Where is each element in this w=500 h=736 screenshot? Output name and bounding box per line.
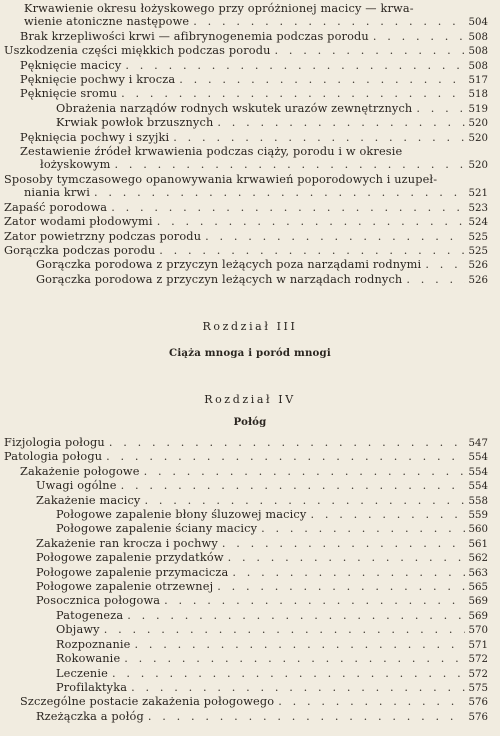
dot-leader xyxy=(112,667,465,680)
toc-entry xyxy=(0,131,500,145)
dot-leader xyxy=(157,215,465,228)
toc-entry xyxy=(0,623,500,637)
toc-entry xyxy=(0,681,500,695)
toc-entry-title: Połogowe zapalenie błony śluzowej macicy xyxy=(56,508,307,522)
toc-entry-title: Posocznica połogowa xyxy=(36,594,161,608)
toc-entry xyxy=(0,215,500,229)
toc-entry xyxy=(0,116,500,130)
dot-leader xyxy=(278,695,464,708)
toc-section-childbirth-complications xyxy=(0,2,500,287)
dot-leader xyxy=(127,609,464,622)
toc-entry-title: Połogowe zapalenie przymacicza xyxy=(36,565,229,579)
toc-entry xyxy=(0,436,500,450)
dot-leader xyxy=(425,258,464,271)
chapter-title-4: Połóg xyxy=(233,416,267,428)
toc-entry xyxy=(0,450,500,464)
dot-leader xyxy=(217,116,464,129)
toc-entry xyxy=(0,566,500,580)
page-number: 508 xyxy=(468,31,488,43)
toc-entry xyxy=(0,479,500,493)
dot-leader xyxy=(134,638,464,651)
toc-entry-title: Połogowe zapalenie otrzewnej xyxy=(36,580,214,594)
dot-leader xyxy=(232,566,464,579)
toc-entry xyxy=(0,580,500,594)
toc-entry-title: Krwiak powłok brzusznych xyxy=(56,116,214,130)
dot-leader xyxy=(148,710,465,723)
toc-entry-title: Gorączka podczas porodu xyxy=(4,243,156,257)
toc-entry xyxy=(0,522,500,536)
toc-entry-title: Obrażenia narządów rodnych wskutek urazów zewnętrznych xyxy=(56,101,413,115)
dot-leader xyxy=(222,537,465,550)
page-number: 560 xyxy=(468,524,488,536)
toc-entry-title: Rokowanie xyxy=(56,652,121,666)
dot-leader xyxy=(275,44,465,57)
dot-leader xyxy=(193,15,464,28)
dot-leader xyxy=(144,494,464,507)
toc-entry-title: Patogeneza xyxy=(56,608,124,622)
page-number: 562 xyxy=(468,553,488,565)
dot-leader xyxy=(94,186,465,199)
dot-leader xyxy=(104,623,465,636)
toc-entry-title: Rzeżączka a połóg xyxy=(36,709,144,723)
toc-entry xyxy=(0,594,500,608)
page-number: 520 xyxy=(468,160,488,172)
page-number: 508 xyxy=(468,46,488,58)
toc-entry-title-start: Krwawienie okresu łożyskowego przy opróżnionej macicy — krwa- xyxy=(24,2,414,15)
dot-leader xyxy=(373,30,465,43)
toc-entry-title: Profilaktyka xyxy=(56,680,128,694)
toc-entry-title: Patologia połogu xyxy=(4,450,103,464)
page-number: 525 xyxy=(468,245,488,257)
toc-entry xyxy=(0,73,500,87)
page-number: 523 xyxy=(468,202,488,214)
dot-leader xyxy=(261,522,464,535)
toc-entry-title: Połogowe zapalenie przydatków xyxy=(36,551,224,565)
dot-leader xyxy=(416,102,464,115)
page-number: 558 xyxy=(468,495,488,507)
dot-leader xyxy=(121,479,465,492)
dot-leader xyxy=(144,465,465,478)
toc-entry-title: wienie atoniczne następowe xyxy=(24,15,190,29)
toc-entry xyxy=(0,201,500,215)
toc-entry-title: Uwagi ogólne xyxy=(36,479,117,493)
page-number: 565 xyxy=(468,582,488,594)
dot-leader xyxy=(159,244,464,257)
toc-entry xyxy=(0,667,500,681)
page-number: 520 xyxy=(468,118,488,130)
page-number: 575 xyxy=(468,682,488,694)
toc-entry-title: Objawy xyxy=(56,623,100,637)
dot-leader xyxy=(164,594,464,607)
toc-entry-title: Gorączka porodowa z przyczyn leżących w narządach rodnych xyxy=(36,272,403,286)
toc-entry-title: Zakażenie macicy xyxy=(36,493,141,507)
toc-entry-title: Gorączka porodowa z przyczyn leżących poza narządami rodnymi xyxy=(36,258,422,272)
dot-leader xyxy=(205,230,464,243)
toc-entry xyxy=(0,244,500,258)
chapter-heading-4: Rozdział IV xyxy=(204,393,296,406)
toc-entry-title: Uszkodzenia części miękkich podczas porodu xyxy=(4,44,271,58)
dot-leader xyxy=(131,681,464,694)
page-number: 576 xyxy=(468,697,488,709)
page-number: 576 xyxy=(468,711,488,723)
toc-entry-title: Pęknięcia pochwy i szyjki xyxy=(20,130,170,144)
toc-entry xyxy=(0,87,500,101)
page-number: 508 xyxy=(468,60,488,72)
page-number: 570 xyxy=(468,625,488,637)
dot-leader xyxy=(228,551,465,564)
dot-leader xyxy=(179,73,464,86)
toc-entry-title: Pęknięcie macicy xyxy=(20,58,122,72)
toc-entry-title: Zapaść porodowa xyxy=(4,200,108,214)
toc-entry-title: Pęknięcie sromu xyxy=(20,87,118,101)
page-number: 547 xyxy=(468,438,488,449)
toc-entry-title: Zator wodami płodowymi xyxy=(4,215,153,229)
dot-leader xyxy=(125,59,464,72)
page-number: 554 xyxy=(468,481,488,493)
toc-entry-title-start: Zestawienie źródeł krwawienia podczas ciąży, porodu i w okresie xyxy=(20,145,403,159)
toc-entry xyxy=(0,145,500,173)
page-number: 518 xyxy=(468,89,488,101)
toc-entry xyxy=(0,44,500,58)
dot-leader xyxy=(121,87,464,100)
toc-entry-title: Brak krzepliwości krwi — afibrynogenemia podczas porodu xyxy=(20,29,369,43)
toc-entry xyxy=(0,273,500,287)
toc-entry-title: Leczenie xyxy=(56,666,108,680)
page-number: 526 xyxy=(468,260,488,272)
page-number: 569 xyxy=(468,610,488,622)
dot-leader xyxy=(106,450,464,463)
toc-entry-title: łożyskowym xyxy=(40,158,111,172)
toc-entry xyxy=(0,609,500,623)
toc-section-puerperium xyxy=(0,436,500,724)
page-number: 554 xyxy=(468,466,488,478)
toc-entry xyxy=(0,537,500,551)
dot-leader xyxy=(310,508,464,521)
toc-entry xyxy=(0,258,500,272)
toc-entry-title: Pęknięcie pochwy i krocza xyxy=(20,73,176,87)
chapter-heading-3: Rozdział III xyxy=(202,320,298,333)
toc-entry xyxy=(0,230,500,244)
toc-entry xyxy=(0,2,500,30)
toc-entry xyxy=(0,551,500,565)
toc-entry xyxy=(0,465,500,479)
toc-entry xyxy=(0,59,500,73)
page-number: 561 xyxy=(468,538,488,550)
toc-entry xyxy=(0,652,500,666)
dot-leader xyxy=(173,131,464,144)
toc-entry xyxy=(0,710,500,724)
dot-leader xyxy=(406,273,464,286)
toc-entry xyxy=(0,494,500,508)
toc-entry-title: Zakażenie połogowe xyxy=(20,464,140,478)
page-number: 524 xyxy=(468,217,488,229)
dot-leader xyxy=(109,436,465,449)
page-number: 554 xyxy=(468,452,488,464)
toc-entry-title: Połogowe zapalenie ściany macicy xyxy=(56,522,258,536)
page-number: 521 xyxy=(468,188,488,200)
page-number: 504 xyxy=(468,17,488,29)
page-number: 571 xyxy=(468,639,488,651)
chapter-title-3: Ciąża mnoga i poród mnogi xyxy=(169,347,331,359)
dot-leader xyxy=(124,652,464,665)
page-number: 569 xyxy=(468,596,488,608)
toc-entry-title-start: Sposoby tymczasowego opanowywania krwawień poporodowych i uzupeł- xyxy=(4,172,438,186)
toc-entry-title: Zator powietrzny podczas porodu xyxy=(4,229,202,243)
dot-leader xyxy=(115,158,465,171)
page-number: 519 xyxy=(468,103,488,115)
dot-leader xyxy=(217,580,464,593)
page-number: 520 xyxy=(468,132,488,144)
toc-entry xyxy=(0,173,500,201)
toc-entry-title: Zakażenie ran krocza i pochwy xyxy=(36,536,218,550)
toc-entry-title: Rozpoznanie xyxy=(56,637,131,651)
toc-entry xyxy=(0,695,500,709)
dot-leader xyxy=(111,201,464,214)
toc-entry xyxy=(0,30,500,44)
toc-entry-title: niania krwi xyxy=(24,186,91,200)
toc-entry-title: Fizjologia połogu xyxy=(4,436,105,449)
toc-entry xyxy=(0,508,500,522)
page-number: 559 xyxy=(468,510,488,522)
page-number: 563 xyxy=(468,567,488,579)
toc-entry xyxy=(0,638,500,652)
toc-entry xyxy=(0,102,500,116)
page-number: 517 xyxy=(468,75,488,87)
page-number: 526 xyxy=(468,274,488,286)
toc-entry-title: Szczególne postacie zakażenia połogowego xyxy=(20,695,275,709)
page-number: 572 xyxy=(468,668,488,680)
page-number: 525 xyxy=(468,231,488,243)
page-number: 572 xyxy=(468,654,488,666)
